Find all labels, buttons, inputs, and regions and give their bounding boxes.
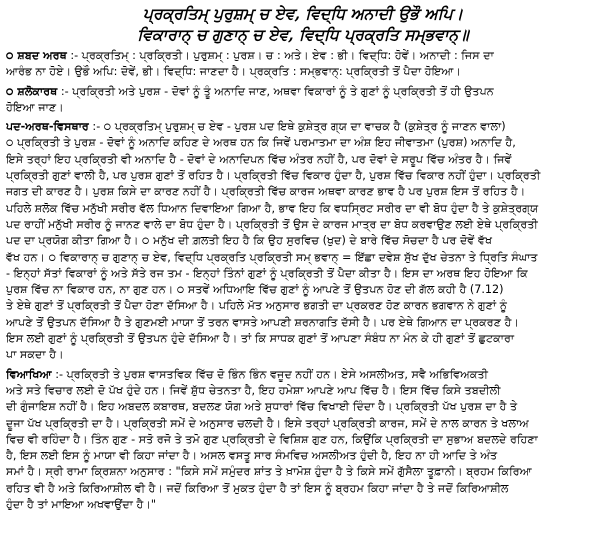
- pad-arth-line: - ਇਨ੍ਹਾਂ ਸੱਤਾਂ ਵਿਕਾਰਾਂ ਨੂੰ ਅਤੇ ਸੱਤੇ ਰਜ ਤਮ - ਇਨ੍ਹਾਂ ਤਿੰਨਾਂ ਗੁਣਾਂ ਨੂੰ ਪ੍ਰਕ੍ਰਿਤੀ ਤੋਂ ਪੈਦਾ ਕੀਤਾ ਹੈ। ਇਸ ਦਾ ਅਰਥ ਇਹ ਹੋਇਆ ਕਿ: [6, 266, 528, 280]
- viakhia-heading: ਵਿਆਖਿਆ: [6, 367, 52, 381]
- pad-arth-section: [6, 119, 600, 363]
- pad-arth-line: ਪਾ ਸਕਦਾ ਹੈ।: [6, 348, 64, 362]
- pad-arth-line: ਇਸ ਲਈ ਗੁਣਾਂ ਨੂੰ ਪ੍ਰਕ੍ਰਿਤੀ ਤੋਂ ਉਤਪਨ ਹੁੰਦੇ ਦੱਸਿਆ ਹੈ। ਤਾਂ ਕਿ ਸਾਧਕ ਗੁਣਾਂ ਤੋਂ ਆਪਣਾ ਸੰਬੰਧ ਨਾ ਮੰਨ ਕੇ ਹੀ ਗੁਣਾਂ ਤੋਂ ਛੁਟਕਾਰਾ: [6, 332, 515, 346]
- viakhia-line: ਦੂਜਾ ਪੱਖ ਪ੍ਰਕ੍ਰਿਤੀ ਦਾ ਹੈ। ਪ੍ਰਕ੍ਰਿਤੀ ਸਮੇਂ ਦੇ ਅਨੁਸਾਰ ਚਲਦੀ ਹੈ। ਇਸੇ ਤਰ੍ਹਾਂ ਪ੍ਰਕ੍ਰਿਤੀ ਕਾਰਜ, ਸਮੇਂ ਦੇ ਨਾਲ ਕਾਰਨ ਤੇ ਖਲਾਅ: [6, 416, 529, 430]
- pad-arth-line: ਪੁਰਸ਼ ਵਿੱਚ ਨਾ ਵਿਕਾਰ ਹਨ, ਨਾ ਗੁਣ ਹਨ। ੦ ਸਤਵੇਂ ਅਧਿਆਇ ਵਿੱਚ ਗੁਣਾਂ ਨੂੰ ਆਪਣੇ ਤੋਂ ਉਤਪਨ ਹੋਣ ਦੀ ਗੱਲ ਕਹੀ ਹੈ (7.12): [6, 283, 504, 297]
- pad-arth-line: [6, 119, 600, 135]
- shabad-arth-text: :- ਪ੍ਰਕ੍ਰਤਿਮ੍ : ਪ੍ਰਕ੍ਰਿਤੀ। ਪੁਰੁਸ਼ਮ੍ : ਪੁਰਸ਼। ਚ : ਅਤੇ। ਏਵ : ਭੀ। ਵਿਦ੍ਧਿ: ਹੋਵੇਂ। ਅਨਾਦੀ : ਜਿਸ ਦਾ: [70, 49, 494, 62]
- viakhia-section: [6, 367, 600, 514]
- viakhia-line: ਦੀ ਗੁੰਜਾਇਸ਼ ਨਹੀਂ ਹੈ। ਇਹ ਅਬਦਲ ਕਬਾਰਥ, ਬਦਲਣ ਯੋਗ ਅਤੇ ਸੁਧਾਰਾਂ ਵਿੱਚ ਵਿਖਾਈ ਦਿੰਦਾ ਹੈ। ਪ੍ਰਕ੍ਰਿਤੀ ਪੱਖ ਪੁਰਸ਼ ਦਾ ਹੈ ਤੇ: [6, 400, 518, 414]
- pad-arth-text: :- ੦ ਪ੍ਰਕ੍ਰਤਿਮ੍ ਪੁਰੁਸ਼ਮ੍ ਚ ਏਵ - ਪੁਰਸ਼ ਪਦ ਇਥੇ ਕੁਸ਼ੇਤ੍ਰ ਗ੍ਯ ਦਾ ਵਾਚਕ ਹੈ (ਕੁਸ਼ੇਤ੍ਰ ਨੂੰ ਜਾਣਨ ਵਾਲਾ): [92, 120, 506, 134]
- viakhia-line: [6, 367, 600, 383]
- shabad-arth-line: ਆਰੰਭ ਨਾ ਹੋਏ। ਉਭੌ ਅਪਿ: ਦੋਵੇਂ, ਭੀ। ਵਿਦ੍ਧਿ: ਜਾਣਦਾ ਹੈ। ਪ੍ਰਕ੍ਰਤਿ : ਸਮ੍ਭਵਾਨ੍: ਪ੍ਰਕ੍ਰਿਤੀ ਤੋਂ ਪੈਦਾ ਹੋਇਆ।: [6, 65, 462, 79]
- shlokarth-heading: ੦ ਸ਼ਲੋਕਾਰਥ: [6, 84, 58, 98]
- shabad-arth-section: [6, 48, 600, 81]
- pad-arth-line: ਪਹਿਲੇ ਸ਼ਲੋਕ ਵਿੱਚ ਮਨੁੱਖੀ ਸਰੀਰ ਵੱਲ ਧਿਆਨ ਦਿਵਾਇਆ ਗਿਆ ਹੈ, ਭਾਵ ਇਹ ਕਿ ਵਧਸ੍ਰਿਟ ਸਰੀਰ ਦਾ ਵੀ ਬੋਧ ਹੁੰਦਾ ਹੈ ਤੇ ਕੁਸ਼ੇਤ੍ਰਗ੍ਯ: [6, 201, 539, 215]
- pad-arth-heading: ਪਦ-ਅਰਥ-ਵਿਸਥਾਰ: [6, 120, 89, 134]
- verse-line-1: ਪ੍ਰਕ੍ਰਤਿਮ੍ ਪੁਰੁਸ਼ਮ੍ ਚ ਏਵ, ਵਿਦ੍ਧਿ ਅਨਾਦੀ ਉਭੌ ਅਪਿ।: [142, 4, 464, 23]
- viakhia-line: ਹੈ, ਇਸ ਲਈ ਇਸ ਨੂੰ ਮਾਯਾ ਵੀ ਕਿਹਾ ਜਾਂਦਾ ਹੈ। ਅਸਲ ਵਸਤੂ ਸਾਰ ਸੰਮਵਿਚ ਅਸਲੀਅਤ ਹੁੰਦੀ ਹੈ, ਇਹ ਨਾ ਹੀ ਆਦਿ ਤੇ ਅੰਤ: [6, 449, 498, 463]
- viakhia-line: ਹੁੰਦਾ ਹੈ ਤਾਂ ਮਾਇਆ ਅਖਵਾਉਂਦਾ ਹੈ।": [6, 498, 157, 512]
- viakhia-line: ਵਿਚ ਵੀ ਰਹਿੰਦਾ ਹੈ। ਤਿੰਨ ਗੁਣ - ਸਤੋ ਰਜੋ ਤੇ ਤਮੋ ਗੁਣ ਪ੍ਰਕ੍ਰਿਤੀ ਦੇ ਵਿਸ਼ਿਸ਼ ਗੁਣ ਹਨ, ਕਿਉਂਕਿ ਪ੍ਰਕ੍ਰਿਤੀ ਦਾ ਸੁਭਾਅ ਬਦਲਦੇ ਰਹਿਣਾ: [6, 432, 538, 446]
- pad-arth-line: ਤੇ ਏਥੇ ਗੁਣਾਂ ਤੋਂ ਪ੍ਰਕ੍ਰਿਤੀ ਤੋਂ ਪੈਦਾ ਹੋਣਾ ਦੱਸਿਆ ਹੈ। ਪਹਿਲੇ ਮੱਤ ਅਨੁਸਾਰ ਭਗਤੀ ਦਾ ਪ੍ਰਕਰਣ ਹੋਣ ਕਾਰਨ ਭਗਵਾਨ ਨੇ ਗੁਣਾਂ ਨੂੰ: [6, 299, 507, 313]
- pad-arth-line: ਪਦ ਰਾਹੀਂ ਮਨੁੱਖੀ ਸਰੀਰ ਨੂੰ ਜਾਨਣ ਵਾਲੇ ਦਾ ਬੋਧ ਹੁੰਦਾ ਹੈ। ਪ੍ਰਕ੍ਰਿਤੀ ਤੋਂ ਉਸ ਦੇ ਕਾਰਜ ਮਾਤ੍ਰ ਦਾ ਬੋਧ ਕਰਵਾਉਣ ਲਈ ਏਥੇ ਪ੍ਰਕ੍ਰਿਤੀ: [6, 217, 538, 231]
- shlokarth-section: [6, 84, 600, 117]
- pad-arth-line: ਵੱਖ ਹਨ। ੦ ਵਿਕਾਰਾਨ੍ ਚ ਗੁਣਾਨ੍ ਚ ਏਵ, ਵਿਦ੍ਧਿ ਪ੍ਰਕ੍ਰਤਿ ਪ੍ਰਕ੍ਰਿਤੀ ਸਮ੍ ਭਵਾਨ੍ = ਇੱਛਾ ਦਵੇਸ਼ ਸੁੱਖ ਦੁੱਖ ਚੇਤਨਾ ਤੇ ਧ੍ਰਿਤਿ ਸੰਘਾਤ: [6, 250, 538, 264]
- shlokarth-line: [6, 84, 600, 100]
- viakhia-line: ਰਹਿਤ ਵੀ ਹੈ ਅਤੇ ਕਿਰਿਆਸ਼ੀਲ ਵੀ ਹੈ। ਜਦੋਂ ਕਿਰਿਆ ਤੋਂ ਮੁਕਤ ਹੁੰਦਾ ਹੈ ਤਾਂ ਇਸ ਨੂੰ ਬ੍ਰਹਮ ਕਿਹਾ ਜਾਂਦਾ ਹੈ ਤੇ ਜਦੋਂ ਕਿਰਿਆਸ਼ੀਲ: [6, 481, 509, 495]
- viakhia-text: :- ਪ੍ਰਕ੍ਰਿਤੀ ਤੇ ਪੁਰਸ਼ ਵਾਸਤਵਿਕ ਵਿੱਚ ਦੋ ਭਿੰਨ ਭਿੰਨ ਵਜੂਦ ਨਹੀਂ ਹਨ। ਏਸੇ ਅਸਲੀਅਤ, ਸਵੈ ਅਭਿਵਿਅਕਤੀ: [55, 367, 488, 381]
- pad-arth-line: ਆਪਣੇ ਤੋਂ ਉਤਪਨ ਦੱਸਿਆ ਹੈ ਤੇ ਗੁਣਮਈ ਮਾਯਾ ਤੋਂ ਤਰਨ ਵਾਸਤੇ ਆਪਣੀ ਸ਼ਰਨਾਗਤਿ ਦੱਸੀ ਹੈ। ਪਰ ਏਥੇ ਗਿਆਨ ਦਾ ਪ੍ਰਕਰਣ ਹੈ।: [6, 315, 519, 329]
- verse-title: [6, 3, 600, 45]
- pad-arth-line: ਪ੍ਰਕ੍ਰਿਤੀ ਗੁਣਾਂ ਵਾਲੀ ਹੈ, ਪਰ ਪੁਰਸ਼ ਗੁਣਾਂ ਤੋਂ ਰਹਿਤ ਹੈ। ਪ੍ਰਕ੍ਰਿਤੀ ਵਿੱਚ ਵਿਕਾਰ ਹੁੰਦਾ ਹੈ, ਪੁਰਸ਼ ਵਿੱਚ ਵਿਕਾਰ ਨਹੀਂ ਹੁੰਦਾ। ਪ੍ਰਕ੍ਰਿਤੀ: [6, 169, 541, 183]
- pad-arth-line: ੦ ਪ੍ਰਕ੍ਰਿਤੀ ਤੇ ਪੁਰਸ਼ - ਦੋਵਾਂ ਨੂੰ ਅਨਾਦਿ ਕਹਿਣ ਦੇ ਅਰਥ ਹਨ ਕਿ ਜਿਵੇਂ ਪਰਮਾਤਮਾ ਦਾ ਅੰਸ਼ ਇਹ ਜੀਵਾਤਮਾ (ਪੁਰਸ਼) ਅਨਾਦਿ ਹੈ,: [6, 136, 516, 150]
- shabad-arth-line: [6, 48, 600, 64]
- viakhia-line: ਸਮਾਂ ਹੈ। ਸ੍ਰੀ ਰਾਮਾ ਕ੍ਰਿਸ਼ਨਾ ਅਨੁਸਾਰ : "ਕਿਸੇ ਸਮੇਂ ਸਮੁੰਦਰ ਸ਼ਾਂਤ ਤੇ ਖ਼ਾਮੋਸ਼ ਹੁੰਦਾ ਹੈ ਤੇ ਕਿਸੇ ਸਮੇਂ ਗੁੱਸੈਲਾ ਤੂਫ਼ਾਨੀ। ਬ੍ਰਹਮ ਕਿਰਿਆ: [6, 465, 532, 479]
- shlokarth-line: ਹੋਇਆ ਜਾਣ।: [6, 100, 64, 114]
- shlokarth-text: :- ਪ੍ਰਕ੍ਰਿਤੀ ਅਤੇ ਪੁਰਸ਼ - ਦੋਵਾਂ ਨੂੰ ਤੂੰ ਅਨਾਦਿ ਜਾਣ, ਅਥਵਾ ਵਿਕਾਰਾਂ ਨੂੰ ਤੇ ਗੁਣਾਂ ਨੂੰ ਪ੍ਰਕ੍ਰਿਤੀ ਤੋਂ ਹੀ ਉਤਪਨ: [60, 84, 494, 98]
- viakhia-line: ਅਤੇ ਸਤੇ ਵਿਚਾਰ ਲਈ ਦੋ ਪੱਖ ਹੁੰਦੇ ਹਨ। ਜਿਵੇਂ ਸ਼ੁੱਧ ਚੇਤਨਤਾ ਹੈ, ਇਹ ਹਮੇਸ਼ਾ ਆਪਣੇ ਆਪ ਵਿੱਚ ਹੈ। ਇਸ ਵਿੱਚ ਕਿਸੇ ਤਬਦੀਲੀ: [6, 383, 501, 397]
- pad-arth-line: ਇਸੇ ਤਰ੍ਹਾਂ ਇਹ ਪ੍ਰਕ੍ਰਿਤੀ ਵੀ ਅਨਾਦਿ ਹੈ - ਦੋਵਾਂ ਦੇ ਅਨਾਦਿਪਨ ਵਿੱਚ ਅੰਤਰ ਨਹੀਂ ਹੈ, ਪਰ ਦੋਵਾਂ ਦੇ ਸਰੂਪ ਵਿੱਚ ਅੰਤਰ ਹੈ। ਜਿਵੇਂ: [6, 152, 512, 166]
- pad-arth-line: ਜਗਤ ਦੀ ਕਾਰਣ ਹੈ। ਪੁਰਸ਼ ਕਿਸੇ ਦਾ ਕਾਰਣ ਨਹੀਂ ਹੈ। ਪ੍ਰਕ੍ਰਿਤੀ ਵਿੱਚ ਕਾਰਜ ਅਥਵਾ ਕਾਰਣ ਭਾਵ ਹੈ ਪਰ ਪੁਰਸ਼ ਇਸ ਤੋਂ ਰਹਿਤ ਹੈ।: [6, 185, 526, 199]
- verse-line-2: ਵਿਕਾਰਾਨ੍ ਚ ਗੁਣਾਨ੍ ਚ ਏਵ, ਵਿਦ੍ਧਿ ਪ੍ਰਕ੍ਰਤਿ ਸਮ੍ਭਵਾਨ੍॥: [137, 25, 469, 44]
- pad-arth-line: ਪਦ ਦਾ ਪ੍ਰਯੋਗ ਕੀਤਾ ਗਿਆ ਹੈ। ੦ ਮਨੁੱਖ ਦੀ ਗ਼ਲਤੀ ਇਹ ਹੈ ਕਿ ਉਹ ਸੁਰਵਿਚ (ਖੁਦ) ਦੇ ਬਾਰੇ ਵਿੱਚ ਸੋਚਦਾ ਹੈ ਪਰ ਦੋਵੇਂ ਵੱਖ: [6, 234, 493, 248]
- shabad-arth-heading: ੦ ਸ਼ਬਦ ਅਰਥ: [6, 49, 67, 62]
